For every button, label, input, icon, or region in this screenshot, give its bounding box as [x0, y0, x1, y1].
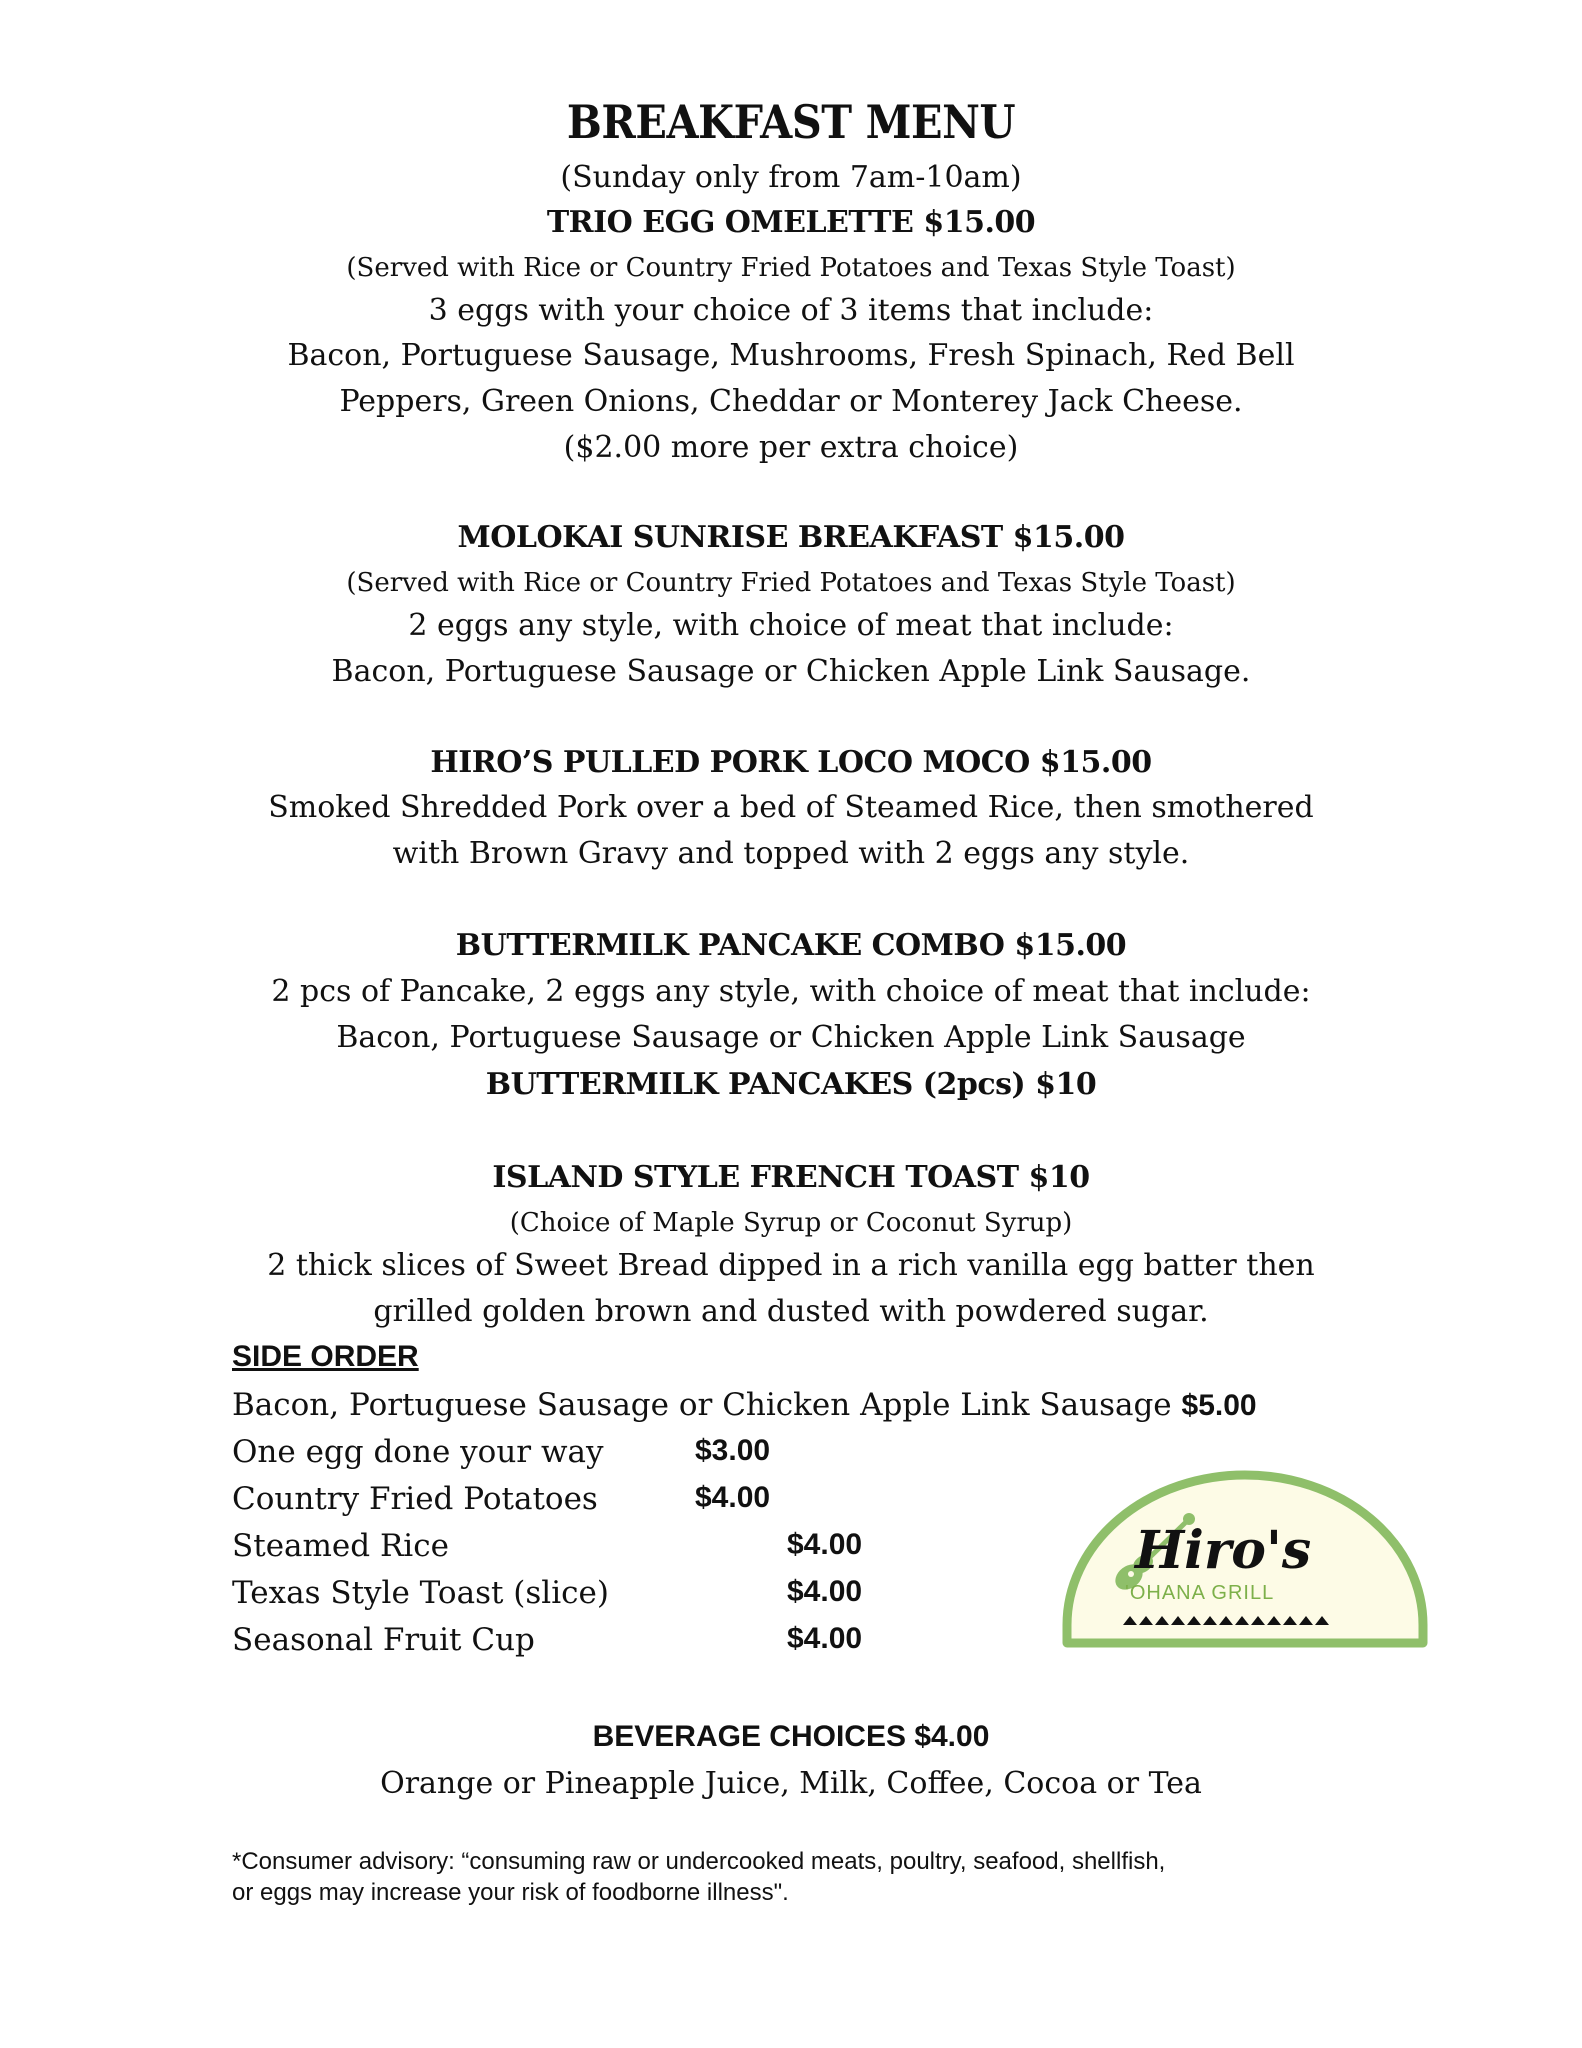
side-order-item: Steamed Rice — [232, 1528, 449, 1564]
side-order-meats-price: $5.00 — [1181, 1389, 1257, 1422]
item-pancake-combo-heading: BUTTERMILK PANCAKE COMBO $15.00 — [455, 928, 1127, 963]
beverage-heading: BEVERAGE CHOICES $4.00 — [592, 1720, 990, 1753]
logo-subtitle: 'OHANA GRILL — [1125, 1582, 1275, 1604]
advisory-line: *Consumer advisory: “consuming raw or undercooked meats, poultry, seafood, shellfish, — [232, 1848, 1166, 1875]
item-loco-moco-line: with Brown Gravy and topped with 2 eggs any style. — [392, 836, 1190, 871]
item-trio-omelette-line: Bacon, Portuguese Sausage, Mushrooms, Fresh Spinach, Red Bell — [287, 338, 1295, 373]
item-trio-omelette-line: 3 eggs with your choice of 3 items that include: — [428, 293, 1154, 328]
page-title: BREAKFAST MENU — [566, 95, 1016, 149]
item-molokai-note: (Served with Rice or Country Fried Potatoes and Texas Style Toast) — [346, 568, 1236, 598]
item-french-toast-note: (Choice of Maple Syrup or Coconut Syrup) — [509, 1208, 1073, 1238]
side-order-price: $4.00 — [695, 1481, 771, 1514]
side-order-price: $4.00 — [787, 1622, 863, 1655]
item-trio-omelette-line: ($2.00 more per extra choice) — [563, 430, 1019, 465]
logo-script: Hiro's — [1135, 1520, 1312, 1581]
item-loco-moco-heading: HIRO’S PULLED PORK LOCO MOCO $15.00 — [430, 745, 1152, 780]
side-order-item: Seasonal Fruit Cup — [232, 1622, 535, 1658]
item-molokai-heading: MOLOKAI SUNRISE BREAKFAST $15.00 — [457, 520, 1125, 555]
side-order-item: Country Fried Potatoes — [232, 1481, 598, 1517]
hours-note: (Sunday only from 7am-10am) — [560, 160, 1022, 195]
item-trio-omelette-note: (Served with Rice or Country Fried Potatoes and Texas Style Toast) — [346, 253, 1236, 283]
item-trio-omelette-heading: TRIO EGG OMELETTE $15.00 — [546, 205, 1036, 240]
hiros-ohana-grill-logo — [1055, 1465, 1435, 1650]
side-order-price: $3.00 — [695, 1434, 771, 1467]
item-pancake-combo-line: Bacon, Portuguese Sausage or Chicken Apple Link Sausage — [336, 1020, 1246, 1055]
consumer-advisory — [232, 1846, 1382, 1908]
side-order-meats-label: Bacon, Portuguese Sausage or Chicken Apple Link Sausage — [232, 1387, 1172, 1423]
item-pancakes-only: BUTTERMILK PANCAKES (2pcs) $10 — [485, 1067, 1097, 1102]
side-order-heading: SIDE ORDER — [232, 1340, 419, 1373]
item-molokai-line: 2 eggs any style, with choice of meat that include: — [408, 608, 1174, 643]
side-order-meats — [232, 1387, 1257, 1423]
side-order-price: $4.00 — [787, 1575, 863, 1608]
item-loco-moco-line: Smoked Shredded Pork over a bed of Steamed Rice, then smothered — [268, 790, 1314, 825]
item-french-toast-line: 2 thick slices of Sweet Bread dipped in a rich vanilla egg batter then — [267, 1248, 1315, 1283]
advisory-line: or eggs may increase your risk of foodborne illness". — [232, 1879, 789, 1906]
item-pancake-combo-line: 2 pcs of Pancake, 2 eggs any style, with choice of meat that include: — [271, 974, 1311, 1009]
side-order-item: Texas Style Toast (slice) — [232, 1575, 609, 1611]
item-french-toast-line: grilled golden brown and dusted with powdered sugar. — [373, 1294, 1209, 1329]
item-molokai-line: Bacon, Portuguese Sausage or Chicken Apple Link Sausage. — [331, 654, 1251, 689]
side-order-price: $4.00 — [787, 1528, 863, 1561]
beverage-list: Orange or Pineapple Juice, Milk, Coffee, Cocoa or Tea — [380, 1766, 1202, 1801]
side-order-item: One egg done your way — [232, 1434, 604, 1470]
item-french-toast-heading: ISLAND STYLE FRENCH TOAST $10 — [492, 1160, 1090, 1195]
item-trio-omelette-line: Peppers, Green Onions, Cheddar or Monterey Jack Cheese. — [339, 384, 1243, 419]
